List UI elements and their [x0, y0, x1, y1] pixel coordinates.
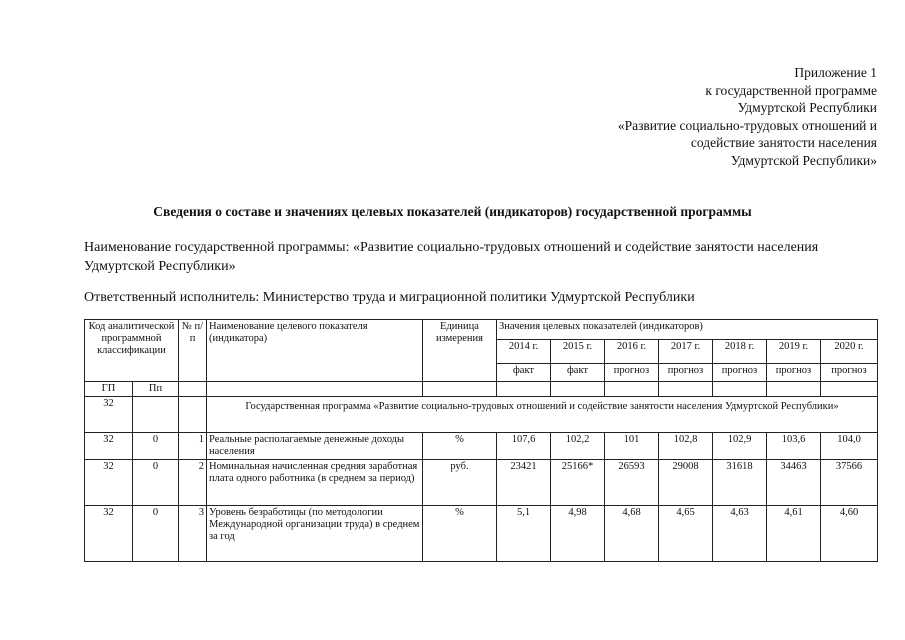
table-row	[85, 397, 878, 433]
table-row	[85, 506, 878, 562]
cell-value: 4,98	[551, 506, 605, 562]
cell-unit: %	[423, 433, 497, 460]
cell-value: 25166*	[551, 460, 605, 506]
header-indicator-name: Наименование целевого показателя (индикатора)	[207, 320, 423, 382]
cell-value: 101	[605, 433, 659, 460]
cell-value: 4,60	[821, 506, 878, 562]
responsible-executor: Ответственный исполнитель: Министерство труда и миграционной политики Удмуртской Республики	[84, 290, 695, 305]
header-kind: факт	[497, 364, 551, 382]
header-year: 2020 г.	[821, 340, 878, 364]
table-row	[85, 460, 878, 506]
cell-value: 104,0	[821, 433, 878, 460]
appendix-block	[618, 64, 877, 169]
cell-value: 23421	[497, 460, 551, 506]
cell-unit: руб.	[423, 460, 497, 506]
header-year: 2015 г.	[551, 340, 605, 364]
header-year: 2016 г.	[605, 340, 659, 364]
appendix-line: к государственной программе	[705, 82, 877, 98]
cell-value: 5,1	[497, 506, 551, 562]
header-gp: ГП	[85, 382, 133, 397]
header-kind: прогноз	[659, 364, 713, 382]
header-year: 2018 г.	[713, 340, 767, 364]
header-number: № п/п	[179, 320, 207, 382]
empty-cell	[551, 382, 605, 397]
header-year: 2017 г.	[659, 340, 713, 364]
document-title: Сведения о составе и значениях целевых показателей (индикаторов) государственной программы	[153, 204, 752, 219]
cell-gp: 32	[85, 397, 133, 433]
empty-cell	[713, 382, 767, 397]
empty-cell	[659, 382, 713, 397]
header-kind: прогноз	[713, 364, 767, 382]
header-pp: Пп	[133, 382, 179, 397]
cell-value: 107,6	[497, 433, 551, 460]
empty-cell	[133, 397, 179, 433]
cell-value: 26593	[605, 460, 659, 506]
cell-value: 4,65	[659, 506, 713, 562]
appendix-line: «Развитие социально-трудовых отношений и	[617, 117, 877, 133]
program-row-title: Государственная программа «Развитие социально-трудовых отношений и содействие занятости населения Удмуртской Республики»	[207, 397, 878, 433]
cell-pp: 0	[133, 506, 179, 562]
cell-value: 31618	[713, 460, 767, 506]
cell-indicator-name: Реальные располагаемые денежные доходы населения	[207, 433, 423, 460]
program-name: Наименование государственной программы: «Развитие социально-трудовых отношений и содействие занятости населения Удмуртской Республики»	[84, 240, 819, 274]
header-kind: прогноз	[767, 364, 821, 382]
empty-cell	[179, 382, 207, 397]
cell-value: 4,63	[713, 506, 767, 562]
cell-number: 3	[179, 506, 207, 562]
cell-unit: %	[423, 506, 497, 562]
cell-indicator-name: Уровень безработицы (по методологии Международной организации труда) в среднем за год	[207, 506, 423, 562]
header-kind: факт	[551, 364, 605, 382]
empty-cell	[821, 382, 878, 397]
appendix-line: Приложение 1	[794, 65, 877, 80]
header-code: Код аналитической программной классификации	[85, 320, 179, 382]
header-unit: Единица измерения	[423, 320, 497, 382]
empty-cell	[497, 382, 551, 397]
header-year: 2019 г.	[767, 340, 821, 364]
cell-value: 102,2	[551, 433, 605, 460]
cell-number: 2	[179, 460, 207, 506]
cell-value: 37566	[821, 460, 878, 506]
appendix-line: содействие занятости населения	[690, 135, 877, 150]
header-kind: прогноз	[605, 364, 659, 382]
header-kind: прогноз	[821, 364, 878, 382]
cell-gp: 32	[85, 433, 133, 460]
cell-pp: 0	[133, 460, 179, 506]
cell-value: 4,61	[767, 506, 821, 562]
cell-value: 102,8	[659, 433, 713, 460]
cell-value: 102,9	[713, 433, 767, 460]
cell-value: 103,6	[767, 433, 821, 460]
header-values: Значения целевых показателей (индикаторов)	[497, 320, 878, 340]
cell-indicator-name: Номинальная начисленная средняя заработная плата одного работника (в среднем за период)	[207, 460, 423, 506]
empty-cell	[207, 382, 423, 397]
cell-pp: 0	[133, 433, 179, 460]
empty-cell	[767, 382, 821, 397]
empty-cell	[423, 382, 497, 397]
cell-gp: 32	[85, 460, 133, 506]
cell-value: 34463	[767, 460, 821, 506]
indicators-table	[84, 319, 878, 562]
header-year: 2014 г.	[497, 340, 551, 364]
cell-value: 29008	[659, 460, 713, 506]
cell-value: 4,68	[605, 506, 659, 562]
cell-number: 1	[179, 433, 207, 460]
appendix-line: Удмуртской Республики	[737, 100, 877, 115]
empty-cell	[605, 382, 659, 397]
cell-gp: 32	[85, 506, 133, 562]
table-row	[85, 433, 878, 460]
appendix-line: Удмуртской Республики»	[730, 152, 877, 168]
empty-cell	[179, 397, 207, 433]
